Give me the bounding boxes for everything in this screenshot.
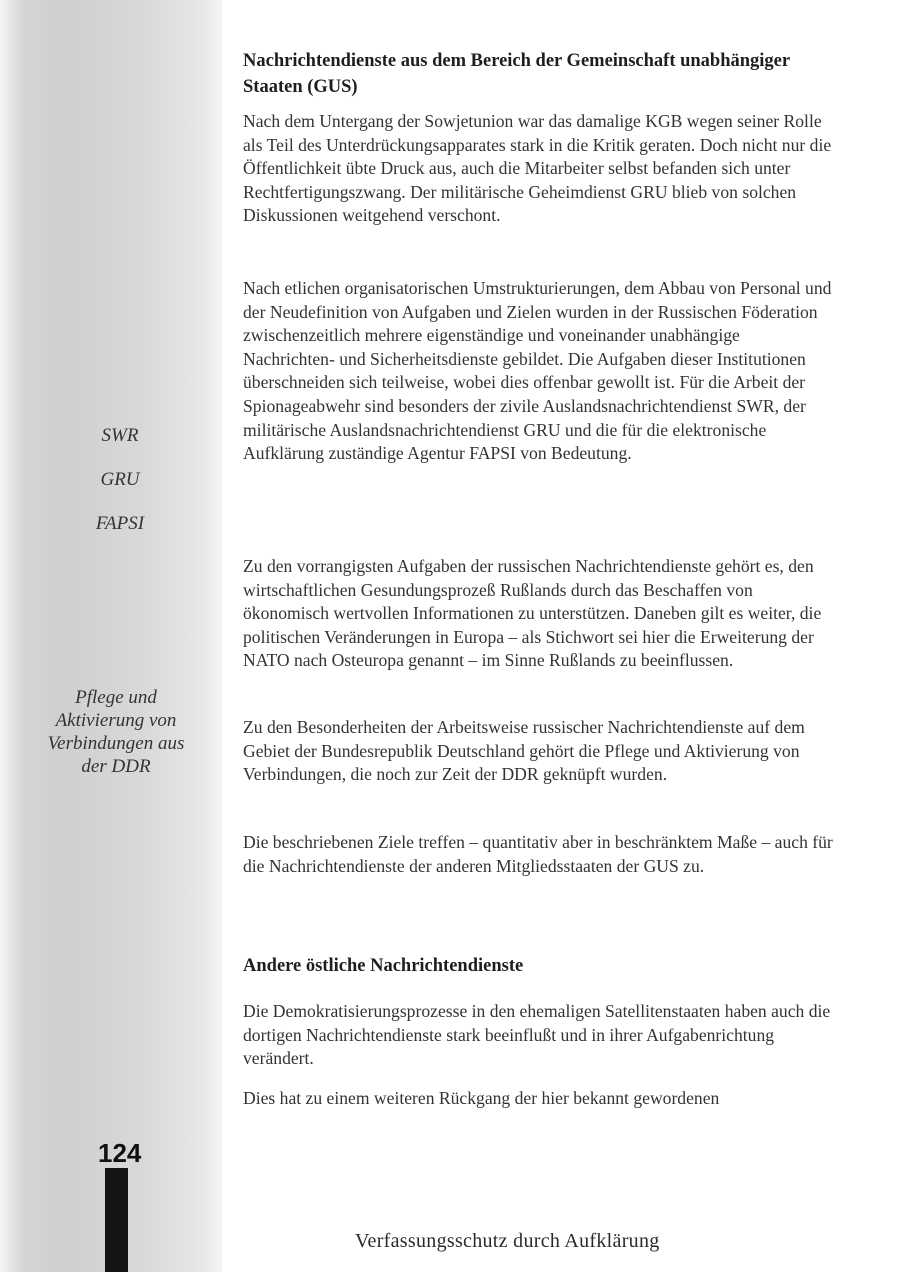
running-footer: Verfassungsschutz durch Aufklärung	[355, 1230, 660, 1252]
paragraph: Nach dem Untergang der Sowjetunion war das damalige KGB wegen seiner Rolle als Teil des Unterdrückungsapparates stark in die Kritik geraten. Doch nicht nur die Öffentlichkeit übte Druck aus, auch die Mitarbeiter selbst befanden sich unter Rechtfertigungszwang. Der militärische Geheimdienst GRU blieb von solchen Diskussionen weitgehend verschont.	[243, 111, 832, 226]
page-marker-bar	[105, 1168, 128, 1272]
paragraph: Zu den Besonderheiten der Arbeitsweise russischer Nachrichtendienste auf dem Gebiet der Bundesrepublik Deutschland gehört die Pflege und Aktivierung von Verbindungen, die noch zur Zeit der DDR geknüpft wurden.	[243, 717, 805, 785]
margin-note-gru: GRU	[100, 469, 140, 490]
page-number: 124	[98, 1138, 142, 1168]
margin-note-fapsi: FAPSI	[95, 513, 145, 534]
margin-note-swr: SWR	[101, 425, 139, 446]
paragraph: Die Demokratisierungsprozesse in den ehemaligen Satellitenstaaten haben auch die dortigen Nachrichtendienste stark beeinflußt und in ihrer Aufgabenrichtung verändert.	[243, 1001, 831, 1069]
paragraph: Zu den vorrangigsten Aufgaben der russischen Nachrichtendienste gehört es, den wirtschaftlichen Gesundungsprozeß Rußlands durch das Beschaffen von ökonomisch wertvollen Informationen zu unterstützen. Daneben gilt es weiter, die politischen Veränderungen in Europa – als Stichwort sei hier die Erweiterung der NATO nach Osteuropa genannt – im Sinne Rußlands zu beeinflussen.	[243, 556, 822, 671]
margin-note-pflege: Pflege und Aktivierung von Verbindungen aus der DDR	[47, 687, 185, 777]
margin-column	[0, 0, 222, 1272]
paragraph: Dies hat zu einem weiteren Rückgang der hier bekannt gewordenen	[243, 1088, 720, 1108]
section-heading-eastern: Andere östliche Nachrichtendienste	[243, 956, 524, 976]
paragraph: Nach etlichen organisatorischen Umstrukturierungen, dem Abbau von Personal und der Neudefinition von Aufgaben und Zielen wurden in der Russischen Föderation zwischenzeitlich mehrere eigenständige und voneinander unabhängige Nachrichten- und Sicherheitsdienste gebildet. Die Aufgaben dieser Institutionen überschneiden sich teilweise, wobei dies offenbar gewollt ist. Für die Arbeit der Spionageabwehr sind besonders der zivile Auslandsnachrichtendienst SWR, der militärische Auslandsnachrichtendienst GRU und die für die elektronische Aufklärung zuständige Agentur FAPSI von Bedeutung.	[243, 278, 832, 464]
section-heading-gus: Nachrichtendienste aus dem Bereich der Gemeinschaft unabhängiger Staaten (GUS)	[243, 51, 790, 97]
paragraph: Die beschriebenen Ziele treffen – quantitativ aber in beschränktem Maße – auch für die Nachrichtendienste der anderen Mitgliedsstaaten der GUS zu.	[243, 832, 833, 876]
